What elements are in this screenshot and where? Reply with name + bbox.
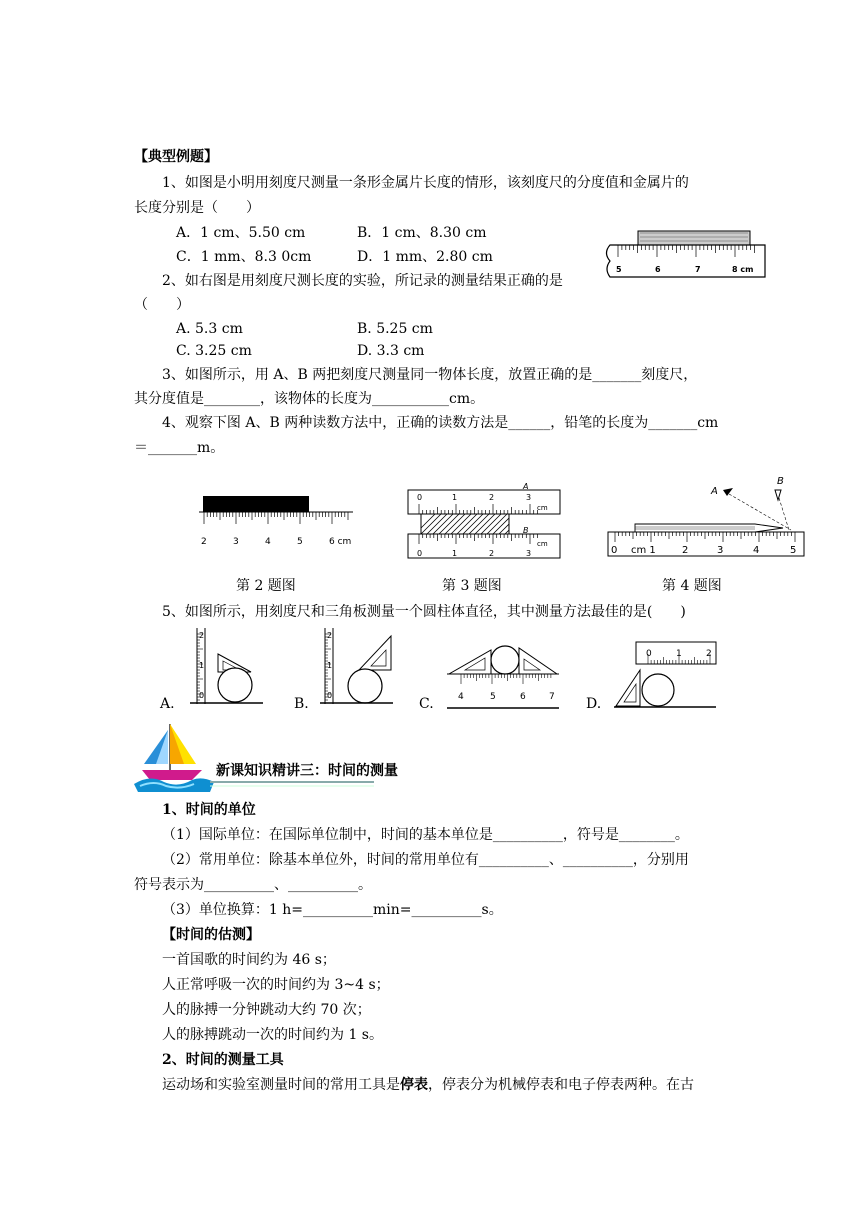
eye-b-icon: [775, 490, 781, 500]
q1-option-b: B．1 cm、8.30 cm: [357, 225, 487, 241]
cylinder: [348, 669, 382, 703]
q1-stem-line1: 1、如图是小明用刻度尺测量一条形金属片长度的情形，该刻度尺的分度值和金属片的: [162, 175, 689, 191]
tick-label: 0: [646, 649, 652, 659]
q5-option-a-figure: [185, 624, 265, 710]
s2-line1: [162, 1074, 694, 1096]
tick-label: 0: [417, 549, 423, 558]
tick-label: 7: [695, 265, 701, 274]
tick-label: 4: [458, 692, 464, 702]
tick-label: 1: [199, 661, 205, 670]
estimate-title: 【时间的估测】: [162, 927, 260, 943]
tick-label: 5: [790, 545, 797, 556]
tick-label: 2: [327, 631, 333, 640]
q5-label-d: D.: [586, 696, 602, 712]
cylinder: [218, 668, 252, 702]
tick-label: 6: [520, 692, 526, 702]
tick-label: 3: [526, 493, 532, 502]
tick-label: 8 cm: [732, 265, 754, 274]
q5-option-c-figure: [445, 628, 560, 710]
tick-label: 0: [417, 493, 423, 502]
q3-figure: [405, 480, 565, 566]
tick-label: 2: [201, 537, 207, 547]
tick-label: 0: [327, 691, 333, 700]
q5-label-c: C.: [419, 696, 434, 712]
q5-option-d-figure: [612, 636, 718, 710]
q2-option-a: A. 5.3 cm: [176, 321, 243, 337]
tick-label: 1: [452, 549, 458, 558]
s1-line1: （1）国际单位：在国际单位制中，时间的基本单位是__________，符号是________。: [162, 827, 689, 843]
tick-label: 7: [549, 692, 555, 702]
cylinder: [491, 646, 519, 674]
section-banner: [130, 718, 380, 794]
tick-label: 5: [297, 537, 303, 547]
q3-stem-line1: 3、如图所示，用 A、B 两把刻度尺测量同一物体长度，放置正确的是_______刻度尺，: [162, 367, 698, 383]
tick-label: 5: [616, 265, 622, 274]
estimate-item: 人的脉搏一分钟跳动大约 70 次；: [162, 1002, 371, 1018]
tick-label: 2: [682, 545, 689, 556]
q4-stem-line2: ＝_______m。: [134, 440, 225, 456]
q1-option-c: C．1 mm、8.3 0cm: [176, 249, 312, 265]
q1-stem-line2: 长度分别是（ ）: [134, 200, 260, 216]
estimate-item: 人的脉搏跳动一次的时间约为 1 s。: [162, 1027, 383, 1043]
estimate-item: 人正常呼吸一次的时间约为 3~4 s；: [162, 977, 390, 993]
q1-option-a: A．1 cm、5.50 cm: [176, 225, 306, 241]
cylinder: [642, 674, 674, 706]
sailboat-icon: [134, 724, 214, 792]
eye-label-b: B: [777, 476, 784, 487]
unit-label: cm: [537, 540, 548, 548]
q5-option-b-figure: [315, 624, 395, 710]
tick-label: 2: [199, 631, 205, 640]
tick-label: cm 1: [631, 545, 656, 556]
q3-stem-line2: 其分度值是________，该物体的长度为___________cm。: [134, 391, 485, 407]
q2-stem-line2: （ ）: [134, 297, 190, 313]
section-title: 新课知识精讲三：时间的测量: [216, 763, 398, 779]
s1-title: 1、时间的单位: [162, 802, 256, 818]
q2-option-b: B. 5.25 cm: [357, 321, 433, 337]
estimate-item: 一首国歌的时间约为 46 s；: [162, 952, 336, 968]
q5-label-b: B.: [294, 696, 309, 712]
tick-label: 1: [327, 661, 333, 670]
ruler-label: A: [523, 482, 529, 491]
tick-label: 2: [489, 549, 495, 558]
measured-block: [203, 496, 309, 512]
tick-label: 6: [655, 265, 661, 274]
tick-label: 6 cm: [329, 537, 352, 547]
q1-option-d: D．1 mm、2.80 cm: [357, 249, 493, 265]
s2-text-bold: 停表: [400, 1077, 428, 1093]
s2-title: 2、时间的测量工具: [162, 1052, 284, 1068]
q5-stem: 5、如图所示，用刻度尺和三角板测量一个圆柱体直径，其中测量方法最佳的是( ): [162, 604, 686, 620]
tick-label: 3: [717, 545, 724, 556]
ruler-label: B: [523, 526, 529, 535]
caption-q2: 第 2 题图: [236, 578, 296, 594]
q2-figure: [195, 492, 360, 554]
q2-option-d: D. 3.3 cm: [357, 343, 425, 359]
tick-label: 1: [452, 493, 458, 502]
tick-label: 4: [265, 537, 271, 547]
tick-label: 1: [676, 649, 682, 659]
tick-label: 5: [490, 692, 496, 702]
q5-label-a: A.: [160, 696, 175, 712]
q1-ruler-figure: [600, 225, 770, 283]
eye-a-icon: [723, 488, 733, 496]
unit-label: cm: [537, 504, 548, 512]
s1-line2: （2）常用单位：除基本单位外，时间的常用单位有__________、__________，分别用: [162, 852, 689, 868]
s1-line4: （3）单位换算：1 h=__________min=__________s。: [162, 902, 503, 918]
tick-label: 2: [489, 493, 495, 502]
q2-option-c: C. 3.25 cm: [176, 343, 252, 359]
eye-label-a: A: [711, 486, 718, 497]
caption-q4: 第 4 题图: [662, 578, 722, 594]
q2-stem-line1: 2、如右图是用刻度尺测长度的实验，所记录的测量结果正确的是: [162, 273, 563, 289]
pencil: [635, 524, 783, 532]
caption-q3: 第 3 题图: [442, 578, 502, 594]
tick-label: 4: [753, 545, 760, 556]
examples-heading: 【典型例题】: [134, 149, 218, 165]
tick-label: 0: [199, 691, 205, 700]
s2-text-pre: 运动场和实验室测量时间的常用工具是: [162, 1077, 400, 1093]
tick-label: 0: [611, 545, 618, 556]
tick-label: 3: [233, 537, 239, 547]
tick-label: 3: [526, 549, 532, 558]
q4-stem-line1: 4、观察下图 A、B 两种读数方法中，正确的读数方法是______，铅笔的长度为_______cm: [162, 415, 719, 431]
q4-figure: [605, 472, 810, 562]
s2-text-post: ，停表分为机械停表和电子停表两种。在古: [428, 1077, 694, 1093]
tick-label: 2: [706, 649, 712, 659]
s1-line3: 符号表示为__________、__________。: [134, 877, 372, 893]
